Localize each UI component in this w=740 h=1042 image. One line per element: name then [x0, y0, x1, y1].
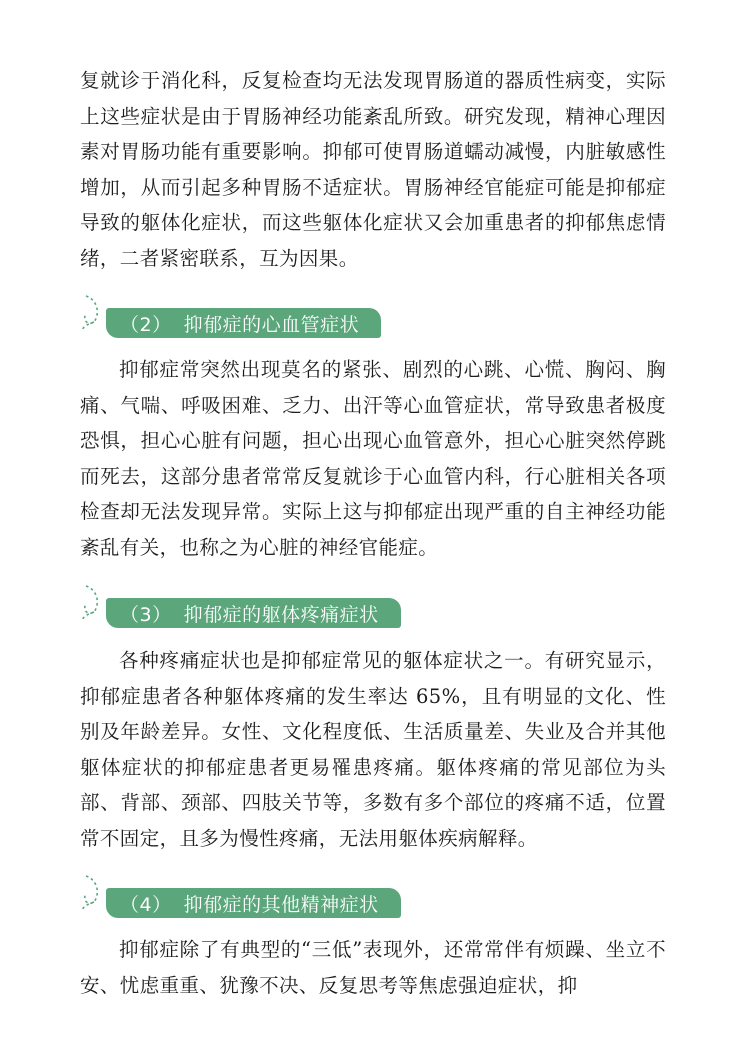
section-heading-2: [80, 298, 470, 338]
section-heading-bar: [106, 308, 381, 338]
section-title: 抑郁症的其他精神症状: [183, 893, 379, 916]
body-paragraph-2: 抑郁症常突然出现莫名的紧张、剧烈的心跳、心慌、胸闷、胸痛、气喘、呼吸困难、乏力、出汗等心血管症状，常导致患者极度恐惧，担心心脏有问题，担心出现心血管意外，担心心脏突然停跳而死去，这部分患者常常反复就诊于心血管内科，行心脏相关各项检查却无法发现异常。实际上这与抑郁症出现严重的自主神经功能紊乱有关，也称之为心脏的神经官能症。: [80, 358, 666, 559]
section-number: （3）: [120, 603, 172, 626]
section-title: 抑郁症的躯体疼痛症状: [183, 603, 379, 626]
section-title: 抑郁症的心血管症状: [183, 313, 360, 336]
body-paragraph-4: 抑郁症除了有典型的“三低”表现外，还常常伴有烦躁、坐立不安、忧虑重重、犹豫不决、反复思考等焦虑强迫症状，抑: [80, 938, 666, 997]
section-heading-3: [80, 588, 470, 628]
section-heading-4: [80, 878, 470, 918]
section-heading-bar: [106, 598, 401, 628]
body-paragraph-1: 复就诊于消化科，反复检查均无法发现胃肠道的器质性病变，实际上这些症状是由于胃肠神经功能紊乱所致。研究发现，精神心理因素对胃肠功能有重要影响。抑郁可使胃肠道蠕动减慢，内脏敏感性增加，从而引起多种胃肠不适症状。胃肠神经官能症可能是抑郁症导致的躯体化症状，而这些躯体化症状又会加重患者的抑郁焦虑情绪，二者紧密联系，互为因果。: [80, 69, 666, 270]
body-paragraph-3: 各种疼痛症状也是抑郁症常见的躯体症状之一。有研究显示，抑郁症患者各种躯体疼痛的发生率达 65%，且有明显的文化、性别及年龄差异。女性、文化程度低、生活质量差、失业及合并其他躯体症状的抑郁症患者更易罹患疼痛。躯体疼痛的常见部位为头部、背部、颈部、四肢关节等，多数有多个部位的疼痛不适，位置常不固定，且多为慢性疼痛，无法用躯体疾病解释。: [80, 649, 666, 850]
section-number: （2）: [120, 313, 172, 336]
section-number: （4）: [120, 893, 172, 916]
section-heading-bar: [106, 888, 401, 918]
